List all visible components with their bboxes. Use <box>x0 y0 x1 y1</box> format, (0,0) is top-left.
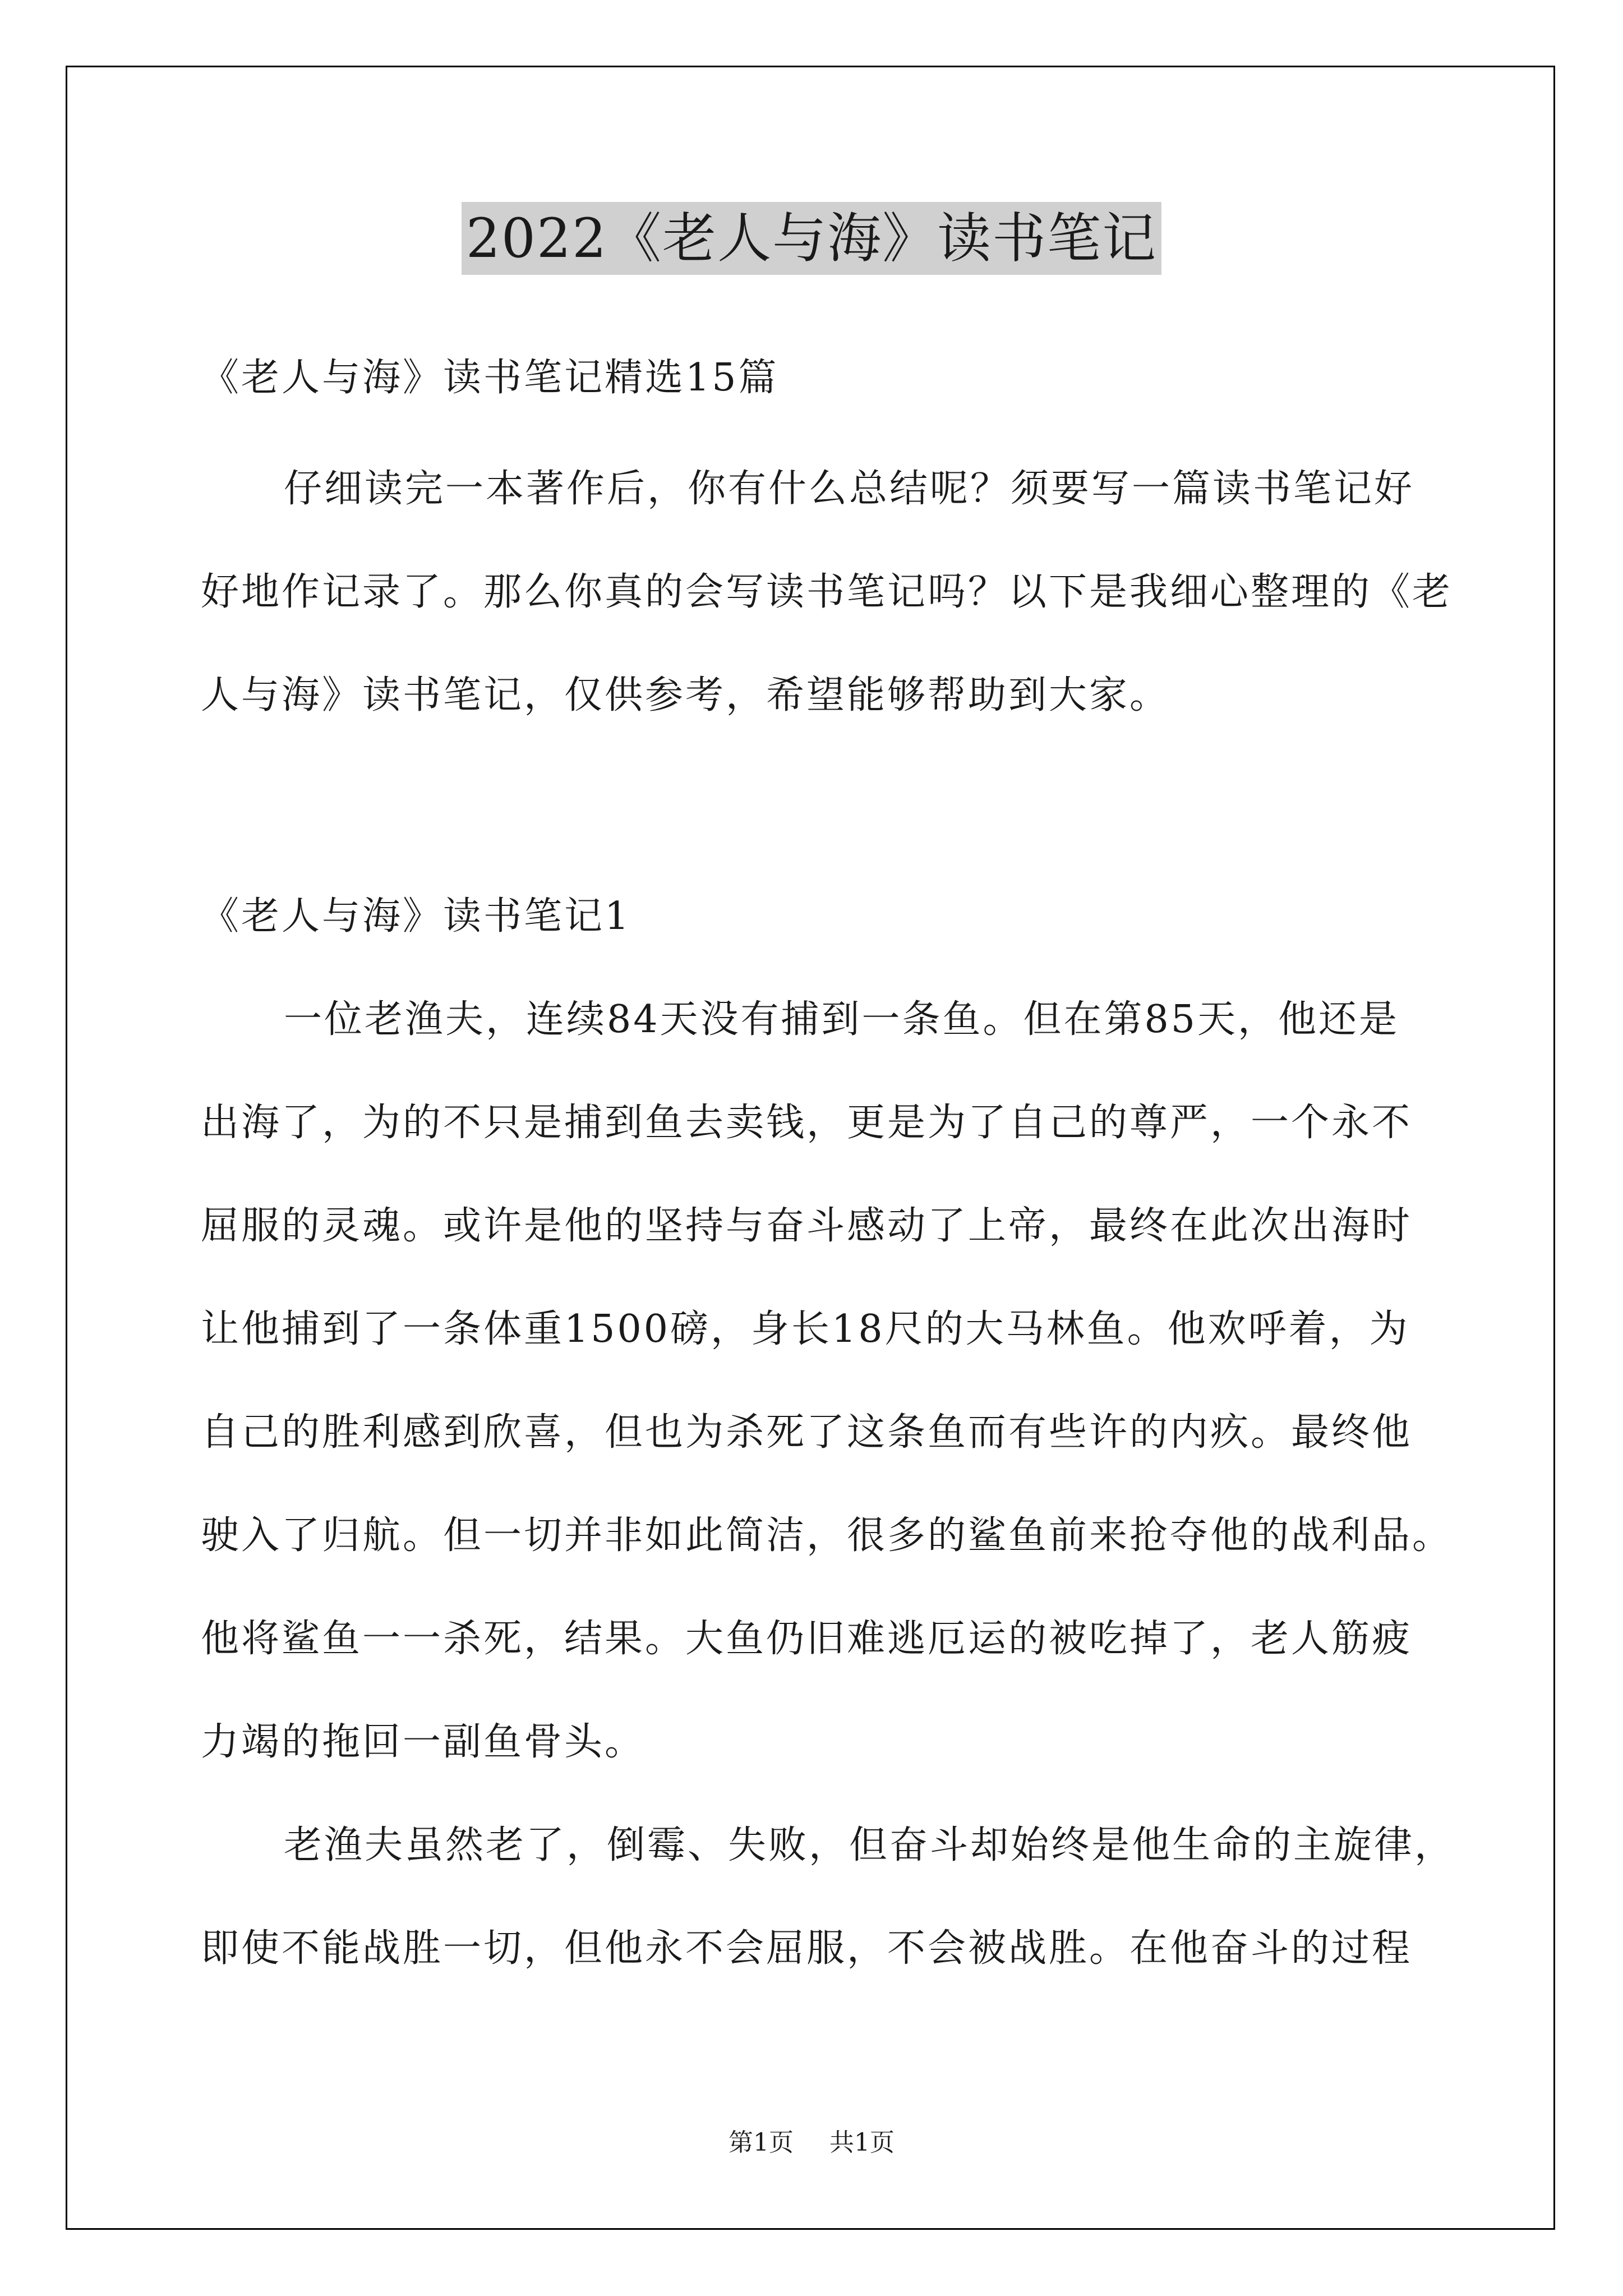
intro-line-3: 人与海》读书笔记，仅供参考，希望能够帮助到大家。 <box>201 673 1170 717</box>
page-total: 共1页 <box>829 2128 895 2157</box>
paragraph1-line-3: 屈服的灵魂。或许是他的坚持与奋斗感动了上帝，最终在此次出海时 <box>201 1204 1413 1248</box>
paragraph1-line-5: 自己的胜利感到欣喜，但也为杀死了这条鱼而有些许的内疚。最终他 <box>201 1410 1413 1455</box>
page-footer <box>0 2126 1623 2160</box>
title-wrapper <box>0 202 1623 275</box>
document-title: 2022《老人与海》读书笔记 <box>462 202 1161 275</box>
subtitle: 《老人与海》读书笔记精选15篇 <box>201 356 779 400</box>
paragraph1-line-1: 一位老渔夫，连续84天没有捕到一条鱼。但在第85天，他还是 <box>284 997 1400 1042</box>
paragraph2-line-2: 即使不能战胜一切，但他永不会屈服，不会被战胜。在他奋斗的过程 <box>201 1926 1413 1971</box>
paragraph2-line-1: 老渔夫虽然老了，倒霉、失败，但奋斗却始终是他生命的主旋律， <box>284 1823 1455 1867</box>
paragraph1-line-2: 出海了，为的不只是捕到鱼去卖钱，更是为了自己的尊严，一个永不 <box>201 1101 1413 1145</box>
paragraph1-line-8: 力竭的拖回一副鱼骨头。 <box>201 1720 645 1764</box>
intro-line-1: 仔细读完一本著作后，你有什么总结呢？须要写一篇读书笔记好 <box>284 467 1415 511</box>
paragraph1-line-7: 他将鲨鱼一一杀死，结果。大鱼仍旧难逃厄运的被吃掉了，老人筋疲 <box>201 1617 1413 1661</box>
intro-line-2: 好地作记录了。那么你真的会写读书笔记吗？以下是我细心整理的《老 <box>201 570 1453 614</box>
page-number: 第1页 <box>728 2128 794 2157</box>
paragraph1-line-6: 驶入了归航。但一切并非如此简洁，很多的鲨鱼前来抢夺他的战利品。 <box>201 1513 1453 1558</box>
section-heading: 《老人与海》读书笔记1 <box>201 894 631 938</box>
paragraph1-line-4: 让他捕到了一条体重1500磅，身长18尺的大马林鱼。他欢呼着，为 <box>201 1307 1410 1351</box>
